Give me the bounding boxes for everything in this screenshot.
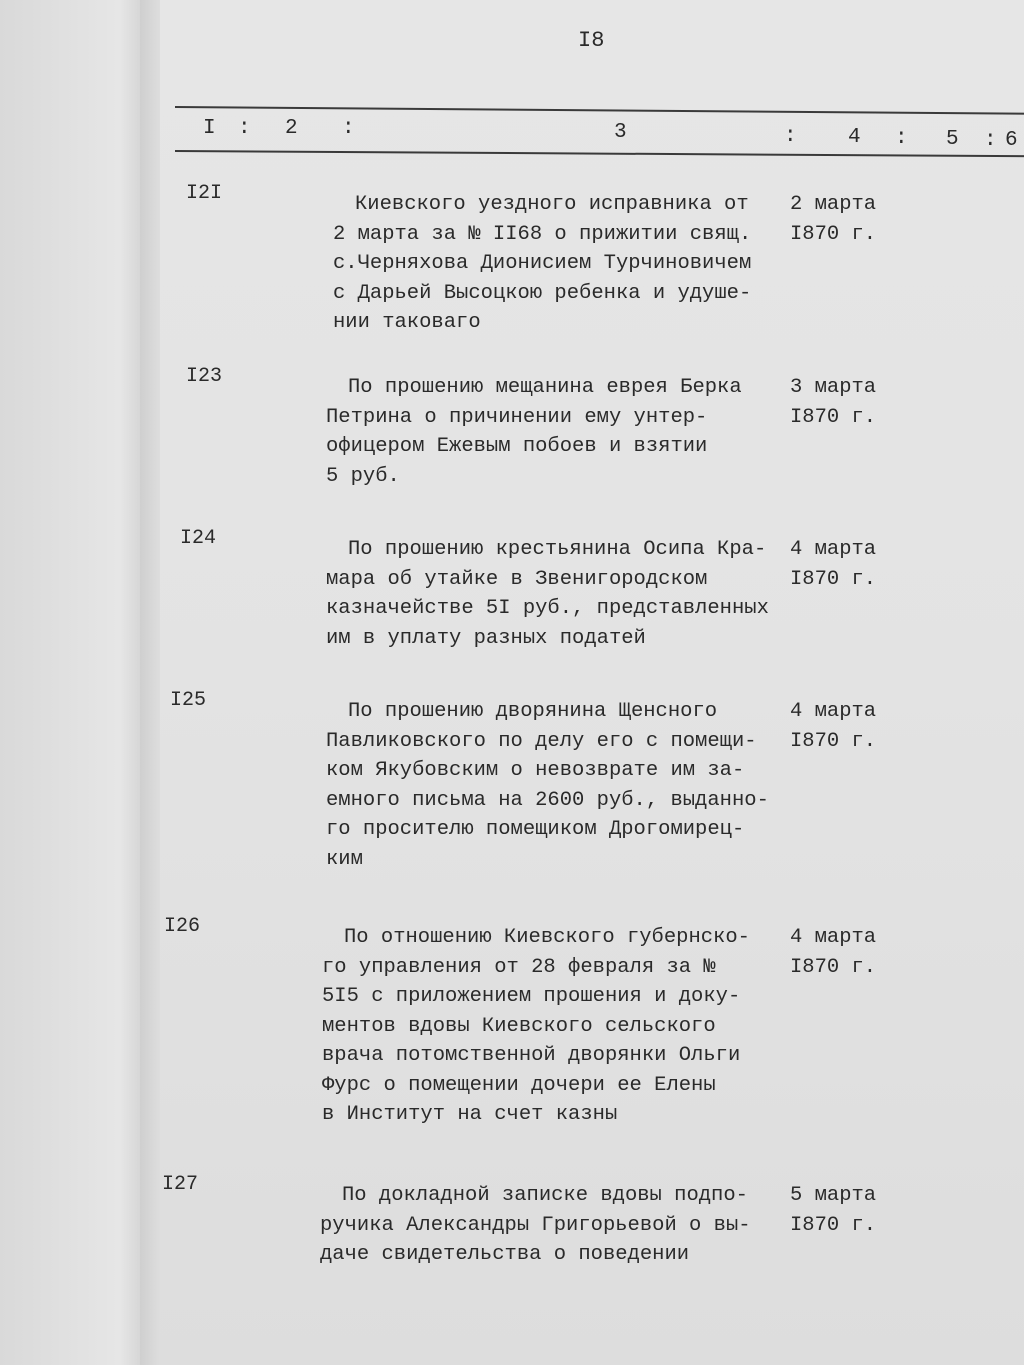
description-line: с Дарьей Высоцкою ребенка и удуше- [333, 281, 752, 305]
description-line: го управления от 28 февраля за № [322, 955, 716, 979]
column-separator: : [895, 127, 908, 150]
page-number: I8 [578, 28, 605, 53]
column-separator: : [342, 117, 355, 140]
entry-description [326, 373, 742, 491]
description-line: По отношению Киевского губернско- [344, 926, 750, 949]
column-separator: : [238, 117, 251, 140]
entry-description [320, 1181, 751, 1270]
entry-number: I26 [164, 915, 201, 938]
description-line: даче свидетельства о поведении [320, 1243, 690, 1266]
description-line: 5 руб. [326, 464, 400, 488]
date-line: I870 г. [790, 567, 877, 591]
date-line: 2 марта [790, 193, 877, 216]
description-line: мара об утайке в Звенигородском [326, 567, 708, 591]
description-line: По прошению мещанина еврея Берка [348, 376, 742, 399]
description-line: го просителю помещиком Дрогомирец- [326, 818, 745, 841]
description-line: ментов вдовы Киевского сельского [322, 1014, 716, 1038]
column-header: 5 [946, 128, 959, 151]
description-line: с.Черняхова Дионисием Турчиновичем [333, 252, 752, 275]
description-line: 5I5 с приложением прошения и доку- [322, 985, 741, 1008]
entry-description [326, 697, 769, 874]
date-line: I870 г. [790, 222, 877, 246]
description-line: По докладной записке вдовы подпо- [342, 1184, 748, 1207]
description-line: нии таковаго [333, 311, 481, 334]
date-line: I870 г. [790, 1213, 877, 1237]
entry-number: I23 [186, 365, 223, 388]
entry-date [790, 1181, 876, 1240]
description-line: Петрина о причинении ему унтер- [326, 405, 708, 429]
description-line: ручика Александры Григорьевой о вы- [320, 1213, 751, 1237]
description-line: Киевского уездного исправника от [355, 193, 749, 216]
date-line: 3 марта [790, 376, 877, 399]
date-line: I870 г. [790, 729, 877, 753]
entry-date [790, 923, 876, 982]
entry-date [790, 535, 876, 594]
description-line: ком Якубовским о невозврате им за- [326, 759, 745, 782]
column-header: I [203, 117, 216, 140]
entry-description [322, 923, 750, 1130]
description-line: емного письма на 2600 руб., выданно- [326, 788, 769, 812]
description-line: Фурс о помещении дочери ее Елены [322, 1073, 716, 1097]
date-line: I870 г. [790, 955, 877, 979]
entry-description [326, 535, 769, 653]
description-line: По прошению дворянина Щенсного [348, 700, 718, 723]
column-header: 2 [285, 117, 298, 140]
entry-date [790, 697, 876, 756]
description-line: 2 марта за № II68 о прижитии свящ. [333, 222, 752, 246]
description-line: казначействе 5I руб., представленных [326, 597, 769, 620]
entry-date [790, 373, 876, 432]
description-line: в Институт на счет казны [322, 1103, 618, 1126]
column-header: 6 [1005, 129, 1018, 152]
date-line: 4 марта [790, 538, 877, 561]
description-line: ким [326, 847, 363, 871]
entry-number: I2I [186, 182, 223, 205]
column-separator: : [784, 125, 797, 148]
entry-date [790, 190, 876, 249]
description-line: им в уплату разных податей [326, 626, 646, 650]
column-header: 4 [848, 126, 861, 149]
description-line: По прошению крестьянина Осипа Кра- [348, 538, 767, 561]
description-line: Павликовского по делу его с помещи- [326, 729, 757, 753]
description-line: офицером Ежевым побоев и взятии [326, 435, 708, 458]
date-line: 4 марта [790, 926, 877, 949]
date-line: 5 марта [790, 1184, 877, 1207]
column-header: 3 [614, 121, 627, 144]
previous-page-edge [0, 0, 150, 1365]
entry-number: I25 [170, 689, 207, 712]
date-line: I870 г. [790, 405, 877, 429]
column-separator: : [984, 129, 997, 152]
description-line: врача потомственной дворянки Ольги [322, 1044, 741, 1067]
entry-description [333, 190, 751, 338]
entry-number: I24 [180, 527, 217, 550]
entry-number: I27 [162, 1173, 199, 1196]
date-line: 4 марта [790, 700, 877, 723]
